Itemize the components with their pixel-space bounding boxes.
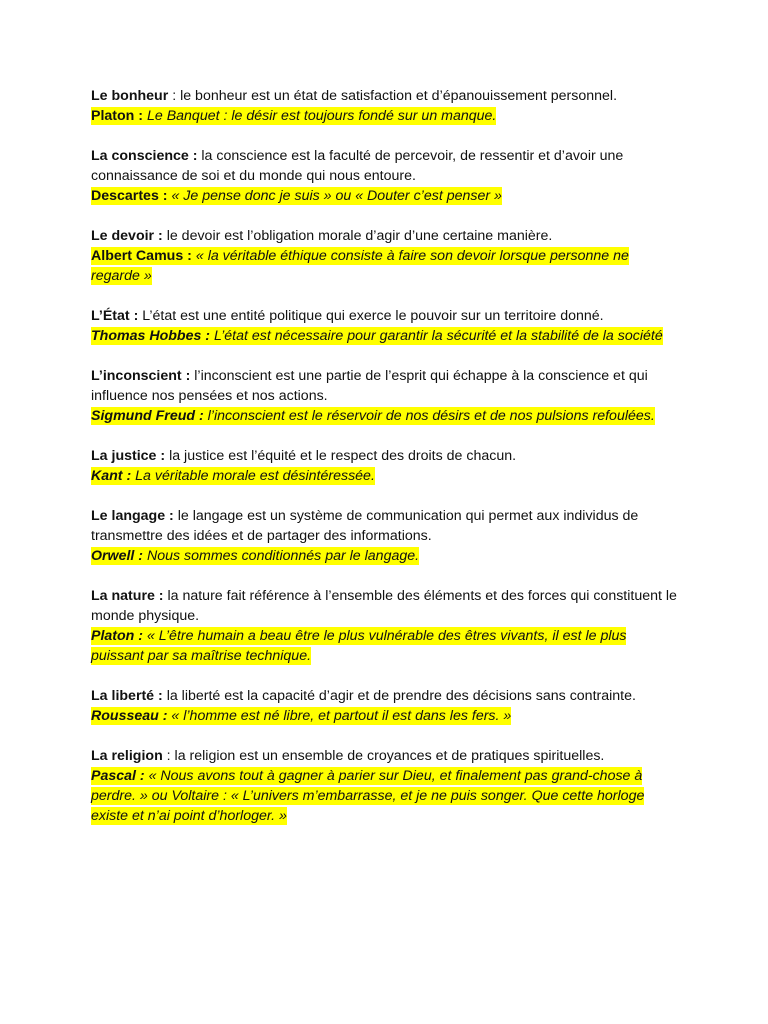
definition-text: la justice est l’équité et le respect des droits de chacun. <box>165 448 517 464</box>
quote-author: Kant : <box>91 468 136 484</box>
definition-text: : le bonheur est un état de satisfaction et d’épanouissement personnel. <box>168 88 618 104</box>
definition-text: l’inconscient est une partie de l’esprit qui échappe à la conscience et qui influence nos pensées et nos actions. <box>91 368 648 404</box>
quote-text: Le Banquet : le désir est toujours fondé sur un manque. <box>146 108 497 124</box>
quote-author: Rousseau : <box>91 708 172 724</box>
quote-text: « Je pense donc je suis » ou « Douter c’est penser » <box>171 188 502 204</box>
term: La nature : <box>91 588 164 604</box>
quote-author: Orwell : <box>91 548 147 564</box>
definition-text: la nature fait référence à l’ensemble des éléments et des forces qui constituent le monde physique. <box>91 588 677 624</box>
entry-conscience <box>91 146 681 206</box>
definition-line <box>91 746 681 766</box>
term: La liberté : <box>91 688 163 704</box>
term: La justice : <box>91 448 166 464</box>
quote-text: L’état est nécessaire pour garantir la sécurité et la stabilité de la société <box>213 328 663 344</box>
quote-author: Platon : <box>91 628 147 644</box>
term: La conscience : <box>91 148 198 164</box>
quote-author: Descartes : <box>91 188 172 204</box>
entry-inconscient <box>91 366 681 426</box>
definition-line <box>91 586 681 626</box>
quote-line <box>91 466 681 486</box>
definition-text: : la religion est un ensemble de croyances et de pratiques spirituelles. <box>162 748 605 764</box>
entry-bonheur <box>91 86 681 126</box>
quote-text: La véritable morale est désintéressée. <box>135 468 375 484</box>
term: Le bonheur <box>91 88 169 104</box>
term: L’inconscient : <box>91 368 191 384</box>
definition-text: le langage est un système de communication qui permet aux individus de transmettre des idées et de partager des informations. <box>91 508 639 544</box>
term: L’État : <box>91 308 139 324</box>
definition-text: L’état est une entité politique qui exerce le pouvoir sur un territoire donné. <box>138 308 604 324</box>
definition-line <box>91 86 681 106</box>
entry-etat <box>91 306 681 346</box>
quote-text: « L’être humain a beau être le plus vulnérable des êtres vivants, il est le plus puissant par sa maîtrise technique. <box>91 628 627 664</box>
definition-line <box>91 306 681 326</box>
quote-line <box>91 546 681 566</box>
entry-justice <box>91 446 681 486</box>
entry-liberte <box>91 686 681 726</box>
quote-text: « Nous avons tout à gagner à parier sur Dieu, et finalement pas grand-chose à perdre. » ou Voltaire : « L’univers m’embarrasse, et je ne puis songer. Que cette horloge existe et n’ai point d’horloger. » <box>91 768 645 824</box>
term: Le devoir : <box>91 228 163 244</box>
term: La religion <box>91 748 163 764</box>
entry-nature <box>91 586 681 666</box>
definition-line <box>91 506 681 546</box>
quote-text: « la véritable éthique consiste à faire son devoir lorsque personne ne regarde » <box>91 248 629 284</box>
quote-line <box>91 326 681 346</box>
quote-line <box>91 106 681 126</box>
quote-text: l’inconscient est le réservoir de nos désirs et de nos pulsions refoulées. <box>207 408 655 424</box>
definition-text: le devoir est l’obligation morale d’agir d’une certaine manière. <box>162 228 553 244</box>
quote-author: Thomas Hobbes : <box>91 328 214 344</box>
quote-author: Sigmund Freud : <box>91 408 208 424</box>
quote-text: « l’homme est né libre, et partout il est dans les fers. » <box>171 708 512 724</box>
term: Le langage : <box>91 508 174 524</box>
quote-line <box>91 246 681 286</box>
entry-religion <box>91 746 681 826</box>
notes-body <box>91 86 681 846</box>
definition-text: la liberté est la capacité d’agir et de prendre des décisions sans contrainte. <box>162 688 636 704</box>
quote-line <box>91 406 681 426</box>
entry-langage <box>91 506 681 566</box>
quote-line <box>91 186 681 206</box>
quote-author: Pascal : <box>91 768 149 784</box>
quote-text: Nous sommes conditionnés par le langage. <box>146 548 420 564</box>
quote-line <box>91 626 681 666</box>
definition-line <box>91 446 681 466</box>
entry-devoir <box>91 226 681 286</box>
definition-line <box>91 366 681 406</box>
quote-line <box>91 766 681 826</box>
definition-line <box>91 226 681 246</box>
definition-text: la conscience est la faculté de percevoir, de ressentir et d’avoir une connaissance de soi et du monde qui nous entoure. <box>91 148 624 184</box>
quote-author: Platon : <box>91 108 147 124</box>
quote-line <box>91 706 681 726</box>
definition-line <box>91 686 681 706</box>
definition-line <box>91 146 681 186</box>
quote-author: Albert Camus : <box>91 248 196 264</box>
